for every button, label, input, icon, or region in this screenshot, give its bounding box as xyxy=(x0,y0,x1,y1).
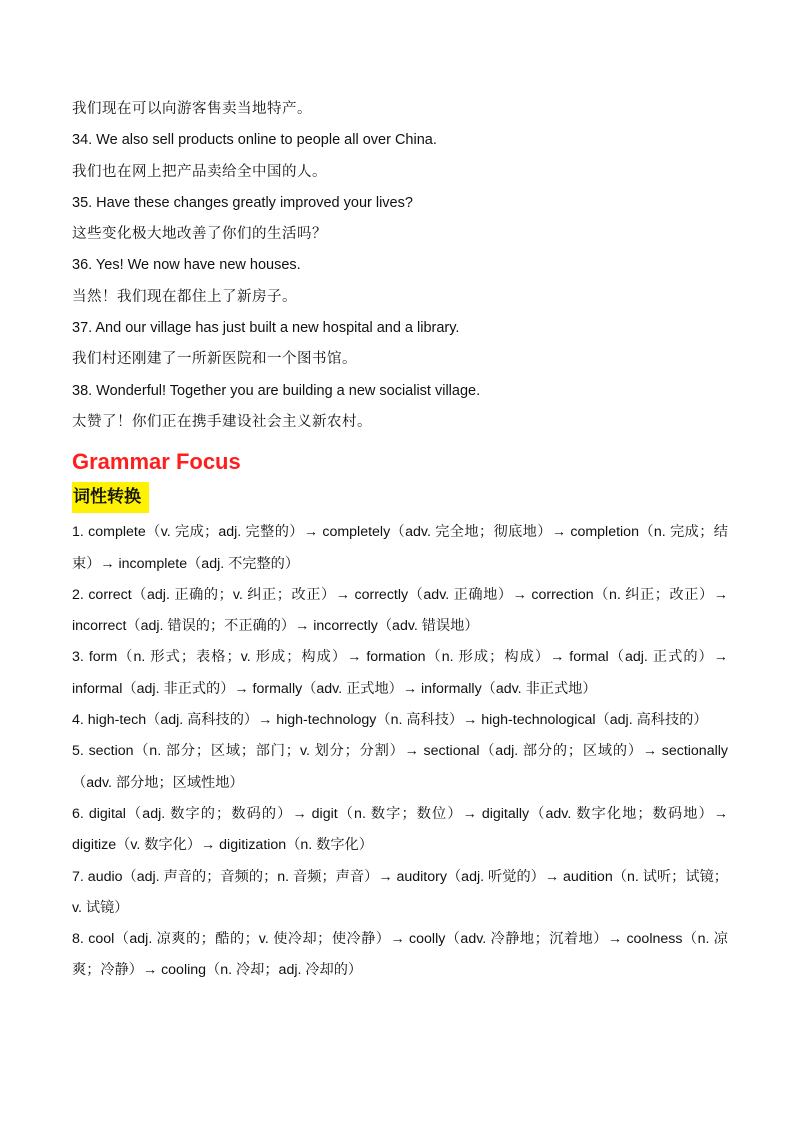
vocab-item-5: 5. section（n. 部分；区域；部门；v. 划分；分割）→ sectional（adj. 部分的；区域的）→ sectionally（adv. 部分地；区域性地） xyxy=(72,743,728,791)
vocab-item-3: 3. form（n. 形式；表格；v. 形成；构成）→ formation（n. 形成；构成）→ formal（adj. 正式的）→ informal（adj. 非正式的）→ formally（adv. 正式地）→ informally（adv. 非正式地） xyxy=(72,649,728,697)
sentence-38: 38. Wonderful! Together you are building a new socialist village. xyxy=(72,382,481,399)
vocab-item-1: 1. complete（v. 完成；adj. 完整的）→ completely（adv. 完全地；彻底地）→ completion（n. 完成；结束）→ incomplete（adj. 不完整的） xyxy=(72,524,728,572)
vocab-item-7: 7. audio（adj. 声音的；音频的；n. 音频；声音）→ auditory（adj. 听觉的）→ audition（n. 试听；试镜；v. 试镜） xyxy=(72,868,728,916)
vocab-item-2: 2. correct（adj. 正确的；v. 纠正；改正）→ correctly（adv. 正确地）→ correction（n. 纠正；改正）→ incorrect（adj. 错误的；不正确的）→ incorrectly（adv. 错误地） xyxy=(72,586,728,635)
sentence-38-translation: 太赞了！你们正在携手建设社会主义新农村。 xyxy=(72,413,372,430)
sentence-37: 37. And our village has just built a new hospital and a library. xyxy=(72,320,460,337)
sentence-36-translation: 当然！我们现在都住上了新房子。 xyxy=(72,288,297,305)
vocab-item-4: 4. high-tech（adj. 高科技的）→ high-technology（n. 高科技）→ high-technological（adj. 高科技的） xyxy=(72,712,708,729)
document-page xyxy=(72,94,728,987)
sentence-34-translation: 我们也在网上把产品卖给全中国的人。 xyxy=(72,163,327,180)
sentence-35: 35. Have these changes greatly improved your lives? xyxy=(72,194,413,211)
vocab-item-8: 8. cool（adj. 凉爽的；酷的；v. 使冷却；使冷静）→ coolly（adv. 冷静地；沉着地）→ coolness（n. 凉爽；冷静）→ cooling（n. 冷却；adj. 冷却的） xyxy=(72,931,728,979)
sentence-34: 34. We also sell products online to people all over China. xyxy=(72,132,437,149)
sentence-36: 36. Yes! We now have new houses. xyxy=(72,257,301,274)
sentence-35-translation: 这些变化极大地改善了你们的生活吗？ xyxy=(72,226,327,243)
sentence-33-translation: 我们现在可以向游客售卖当地特产。 xyxy=(72,101,312,117)
sentence-37-translation: 我们村还刚建了一所新医院和一个图书馆。 xyxy=(72,351,357,368)
word-conversion-subheading: 词性转换 xyxy=(72,482,149,513)
grammar-focus-heading: Grammar Focus xyxy=(72,449,241,475)
vocab-item-6: 6. digital（adj. 数字的；数码的）→ digit（n. 数字；数位）→ digitally（adv. 数字化地；数码地）→ digitize（v. 数字化）→ digitization（n. 数字化） xyxy=(72,805,728,854)
